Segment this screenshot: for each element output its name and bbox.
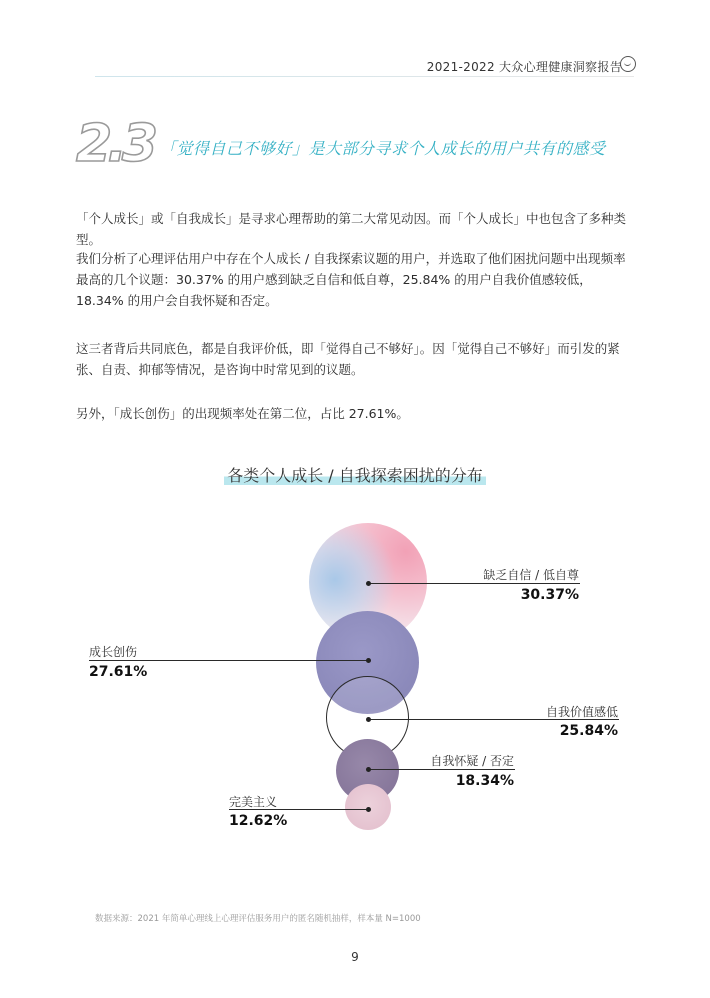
anchor-dot-growth-trauma xyxy=(366,658,371,663)
paragraph-3: 这三者背后共同底色，都是自我评价低，即「觉得自己不够好」。因「觉得自己不够好」而引发的紧张、自责、抑郁等情况，是咨询中时常见到的议题。 xyxy=(76,341,620,377)
label-value-low-self-esteem: 30.37% xyxy=(520,587,579,603)
label-name-low-self-worth: 自我价值感低 xyxy=(545,705,618,719)
anchor-dot-perfectionism xyxy=(366,807,371,812)
data-source-note: 数据来源：2021 年简单心理线上心理评估服务用户的匿名随机抽样，样本量 N=1000 xyxy=(95,914,421,924)
anchor-dot-low-self-worth xyxy=(366,717,371,722)
section-number: 2.3 xyxy=(76,114,154,174)
anchor-dot-self-doubt xyxy=(366,767,371,772)
header-title: 2021-2022 大众心理健康洞察报告 xyxy=(426,60,622,74)
leader-line-self-doubt xyxy=(368,769,515,770)
leader-line-low-self-esteem xyxy=(368,583,580,584)
header-divider xyxy=(95,76,634,77)
page-number: 9 xyxy=(351,950,359,964)
label-name-perfectionism: 完美主义 xyxy=(229,795,278,809)
label-name-low-self-esteem: 缺乏自信 / 低自尊 xyxy=(483,568,579,582)
label-value-low-self-worth: 25.84% xyxy=(559,723,618,739)
circle-smile-logo-icon xyxy=(620,56,636,72)
paragraph-4: 另外，「成长创伤」的出现频率处在第二位，占比 27.61%。 xyxy=(76,406,409,421)
label-name-growth-trauma: 成长创伤 xyxy=(89,645,138,659)
label-value-growth-trauma: 27.61% xyxy=(89,664,148,680)
label-name-self-doubt: 自我怀疑 / 否定 xyxy=(430,754,514,768)
section-heading: 「觉得自己不够好」是大部分寻求个人成长的用户共有的感受 xyxy=(160,139,606,158)
label-value-perfectionism: 12.62% xyxy=(229,813,288,829)
chart-title: 各类个人成长 / 自我探索困扰的分布 xyxy=(0,463,710,486)
leader-line-growth-trauma xyxy=(89,660,368,661)
paragraph-1: 「个人成长」或「自我成长」是寻求心理帮助的第二大常见动因。而「个人成长」中也包含了多种类型。 xyxy=(76,211,627,247)
label-value-self-doubt: 18.34% xyxy=(455,773,514,789)
anchor-dot-low-self-esteem xyxy=(366,581,371,586)
paragraph-2: 我们分析了心理评估用户中存在个人成长 / 自我探索议题的用户，并选取了他们困扰问题中出现频率最高的几个议题：30.37% 的用户感到缺乏自信和低自尊，25.84% 的用户自我价值感较低，18.34% 的用户会自我怀疑和否定。 xyxy=(76,251,626,308)
